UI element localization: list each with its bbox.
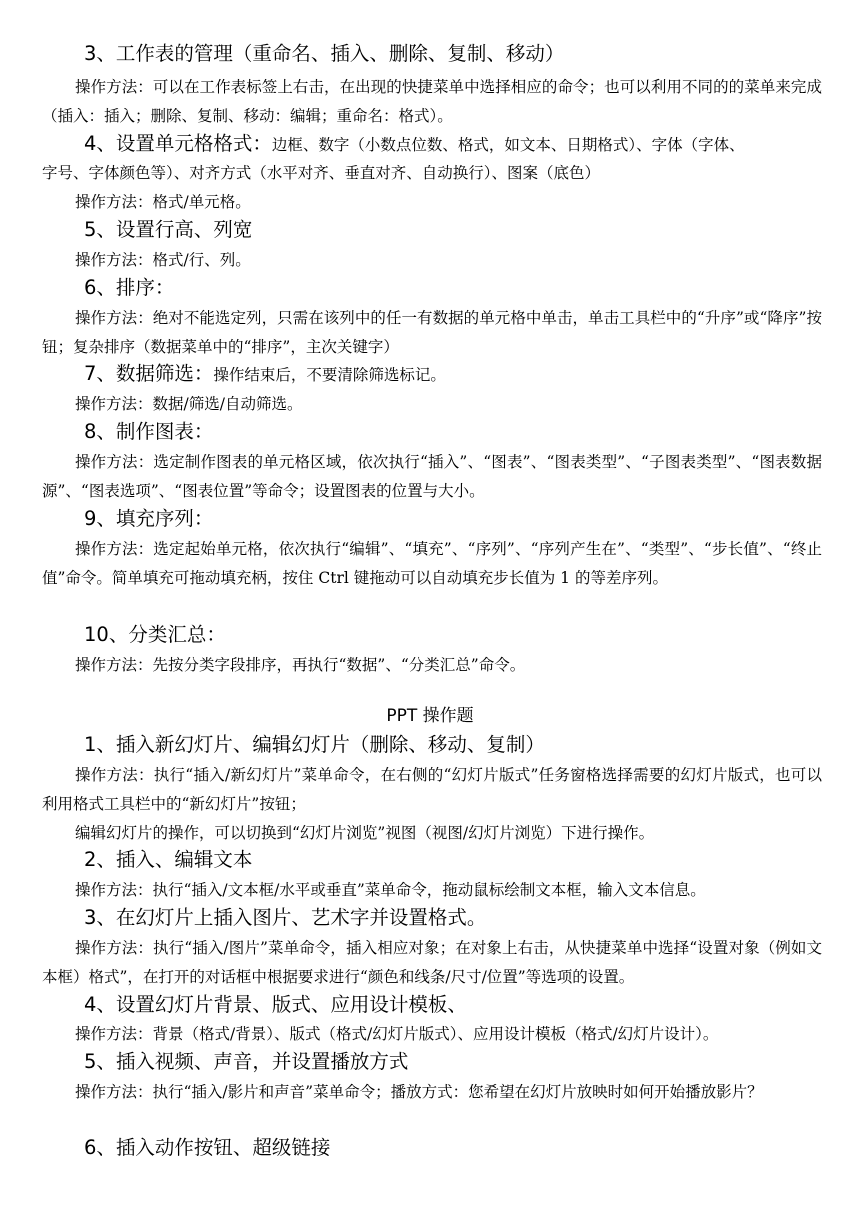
ppt-section-6-heading: 6、插入动作按钮、超级链接 (84, 1136, 331, 1159)
ppt-section-1-body2: 编辑幻灯片的操作，可以切换到“幻灯片浏览”视图（视图/幻灯片浏览）下进行操作。 (75, 824, 655, 842)
excel-section-4-body: 操作方法：格式/单元格。 (75, 193, 251, 211)
excel-section-4-heading (84, 131, 745, 158)
excel-section-3-body: 操作方法：可以在工作表标签上右击，在出现的快捷菜单中选择相应的命令；也可以利用不同的的菜单来完成（插入：插入；删除、复制、移动：编辑；重命名：格式）。 (42, 78, 822, 125)
excel-section-3-heading: 3、工作表的管理（重命名、插入、删除、复制、移动） (84, 42, 565, 65)
ppt-section-1-body: 操作方法：执行“插入/新幻灯片”菜单命令，在右侧的“幻灯片版式”任务窗格选择需要的幻灯片版式，也可以利用格式工具栏中的“新幻灯片”按钮； (42, 766, 822, 813)
excel-section-5-heading: 5、设置行高、列宽 (84, 218, 253, 241)
ppt-section-2-heading: 2、插入、编辑文本 (84, 848, 253, 871)
ppt-section-5-heading: 5、插入视频、声音，并设置播放方式 (84, 1050, 409, 1073)
excel-section-10-body: 操作方法：先按分类字段排序，再执行“数据”、“分类汇总”命令。 (75, 656, 526, 674)
excel-section-7-inline: 操作结束后，不要清除筛选标记。 (213, 366, 446, 384)
excel-section-4-inline: 边框、数字（小数点位数、格式，如文本、日期格式）、字体（字体、 (271, 136, 745, 154)
excel-section-8-heading: 8、制作图表： (84, 420, 214, 443)
excel-section-9-heading: 9、填充序列： (84, 507, 214, 530)
ppt-title: PPT 操作题 (386, 706, 474, 726)
ppt-section-2-body: 操作方法：执行“插入/文本框/水平或垂直”菜单命令，拖动鼠标绘制文本框，输入文本信息。 (75, 881, 706, 899)
ppt-section-1-heading: 1、插入新幻灯片、编辑幻灯片（删除、移动、复制） (84, 733, 545, 756)
ppt-section-4-body: 操作方法：背景（格式/背景）、版式（格式/幻灯片版式）、应用设计模板（格式/幻灯片设计）。 (75, 1025, 719, 1043)
ppt-section-4-heading: 4、设置幻灯片背景、版式、应用设计模板、 (84, 993, 467, 1016)
excel-section-9-body: 操作方法：选定起始单元格，依次执行“编辑”、“填充”、“序列”、“序列产生在”、“类型”、“步长值”、“终止值”命令。简单填充可拖动填充柄，按住 Ctrl 键拖动可以自动填充步长值为 1 的等差序列。 (42, 540, 822, 587)
excel-section-10-heading: 10、分类汇总： (84, 623, 226, 646)
ppt-section-3-heading: 3、在幻灯片上插入图片、艺术字并设置格式。 (84, 906, 487, 929)
excel-section-5-body: 操作方法：格式/行、列。 (75, 251, 251, 269)
excel-section-7-title: 7、数据筛选： (84, 362, 214, 385)
ppt-section-5-body: 操作方法：执行“插入/影片和声音”菜单命令；播放方式：您希望在幻灯片放映时如何开始播放影片？ (75, 1083, 763, 1101)
excel-section-8-body: 操作方法：选定制作图表的单元格区域，依次执行“插入”、“图表”、“图表类型”、“子图表类型”、“图表数据源”、“图表选项”、“图表位置”等命令；设置图表的位置与大小。 (42, 453, 822, 500)
excel-section-4-title: 4、设置单元格格式： (84, 132, 272, 155)
excel-section-6-heading: 6、排序： (84, 276, 175, 299)
excel-section-4-cont: 字号、字体颜色等）、对齐方式（水平对齐、垂直对齐、自动换行）、图案（底色） (42, 164, 601, 182)
excel-section-6-body: 操作方法：绝对不能选定列，只需在该列中的任一有数据的单元格中单击，单击工具栏中的“升序”或“降序”按钮；复杂排序（数据菜单中的“排序”，主次关键字） (42, 309, 822, 356)
ppt-section-3-body: 操作方法：执行“插入/图片”菜单命令，插入相应对象；在对象上右击，从快捷菜单中选择“设置对象（例如文本框）格式”，在打开的对话框中根据要求进行“颜色和线条/尺寸/位置”等选项的设置。 (42, 939, 822, 986)
excel-section-7-body: 操作方法：数据/筛选/自动筛选。 (75, 395, 303, 413)
excel-section-7-heading (84, 361, 446, 388)
